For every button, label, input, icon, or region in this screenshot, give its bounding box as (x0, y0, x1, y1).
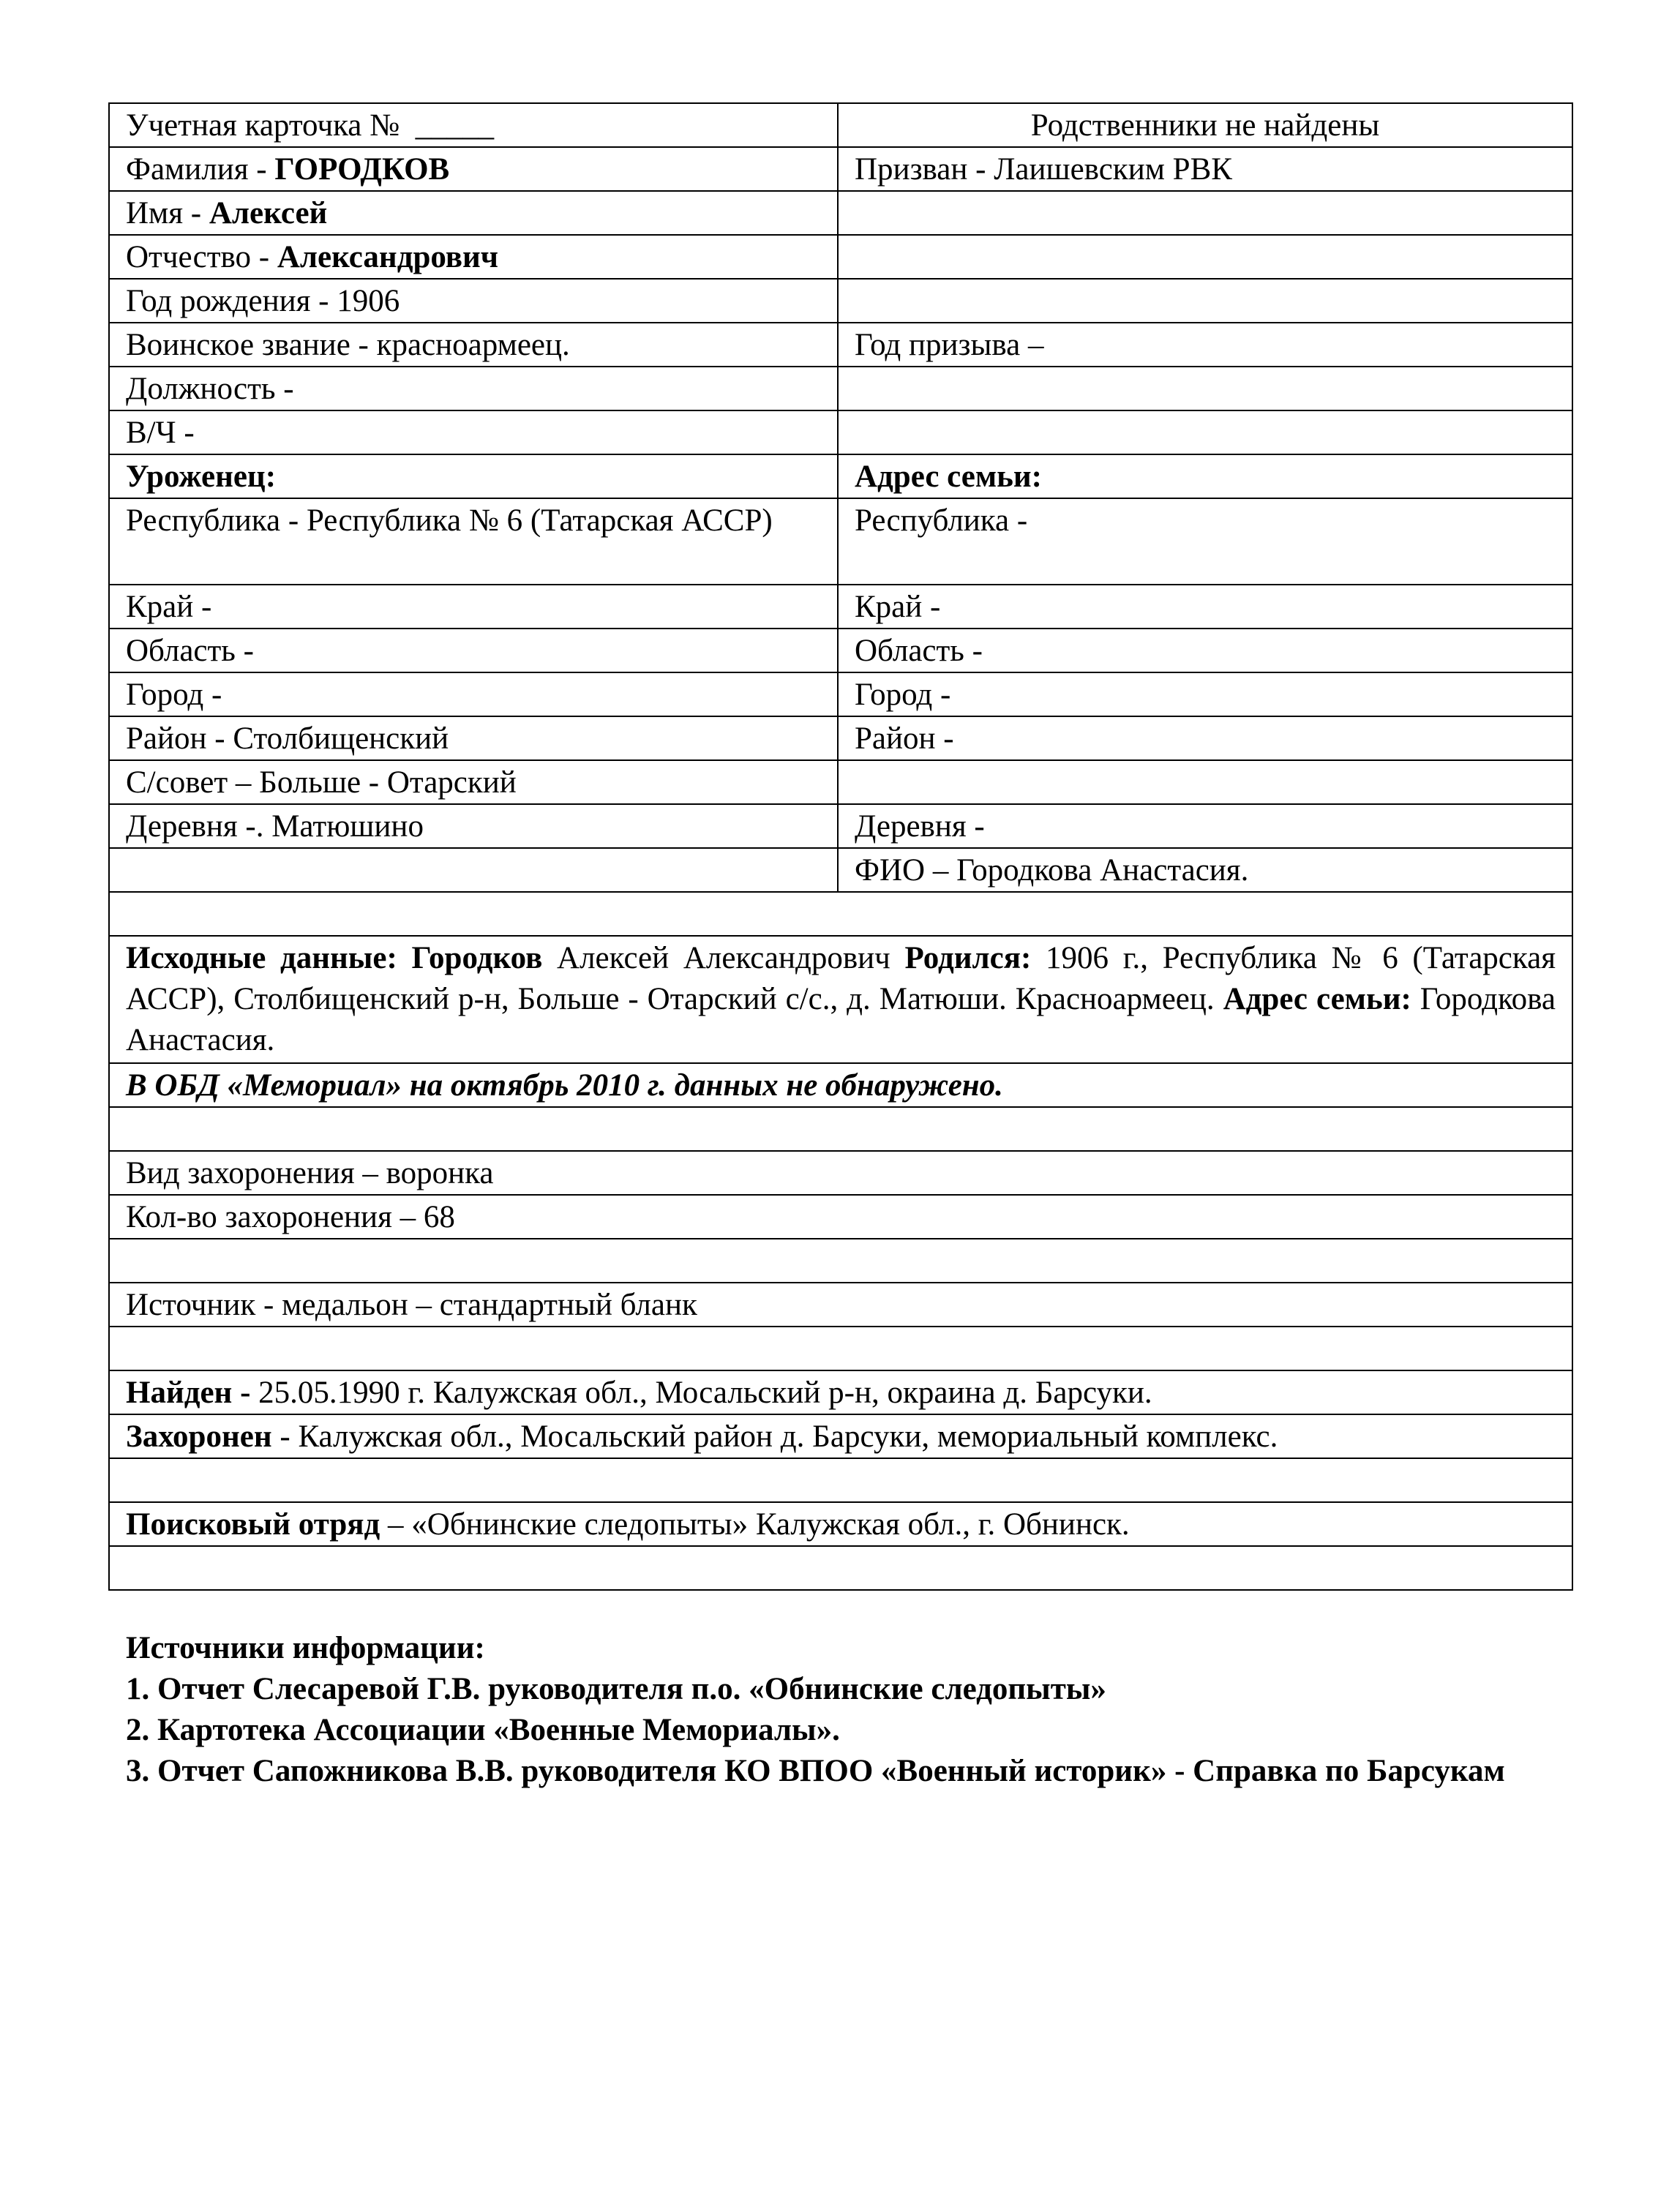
table-row (109, 147, 1572, 191)
empty-cell (838, 367, 1572, 410)
found-cell (109, 1370, 1572, 1414)
table-row (109, 454, 1572, 498)
surname-cell (109, 147, 838, 191)
buried-label: Захоронен (126, 1419, 272, 1454)
empty-cell (838, 760, 1572, 804)
family-city: Город - (838, 672, 1572, 716)
conscripted-by: Призван - Лаишевским РВК (838, 147, 1572, 191)
search-team-label: Поисковый отряд (126, 1507, 380, 1542)
family-heading: Адрес семьи: (838, 454, 1572, 498)
table-row (109, 1239, 1572, 1283)
burial-type: Вид захоронения – воронка (109, 1151, 1572, 1195)
family-oblast: Область - (838, 629, 1572, 672)
table-row (109, 410, 1572, 454)
table-row (109, 848, 1572, 892)
table-row (109, 103, 1572, 147)
birth-year: Год рождения - 1906 (109, 279, 838, 323)
table-row (109, 1327, 1572, 1370)
military-rank: Воинское звание - красноармеец. (109, 323, 838, 367)
buried-value: - Калужская обл., Мосальский район д. Барсуки, мемориальный комплекс. (271, 1419, 1278, 1454)
born-label: Родился: (904, 941, 1032, 975)
table-row (109, 804, 1572, 848)
empty-cell (109, 892, 1572, 936)
table-row (109, 672, 1572, 716)
position: Должность - (109, 367, 838, 410)
card-number-blank: _____ (415, 108, 495, 143)
table-row (109, 760, 1572, 804)
table-row (109, 1063, 1572, 1107)
native-district: Район - Столбищенский (109, 716, 838, 760)
empty-cell (109, 1546, 1572, 1590)
native-oblast: Область - (109, 629, 838, 672)
source-data-label: Исходные данные: Городков (126, 941, 543, 975)
record-card-table (108, 102, 1573, 1591)
surname-label: Фамилия - (126, 152, 275, 187)
name-value: Алексей (209, 196, 328, 230)
table-row (109, 585, 1572, 629)
source-data-text: Городкова Анастасия. (126, 982, 1556, 1057)
source-data-text: Алексей Александрович (542, 941, 905, 975)
name-cell (109, 191, 838, 235)
empty-cell (109, 1107, 1572, 1151)
table-row (109, 498, 1572, 585)
native-selsovet: С/совет – Больше - Отарский (109, 760, 838, 804)
source-item: 2. Картотека Ассоциации «Военные Мемориалы». (126, 1713, 840, 1747)
found-label: Найден - (126, 1376, 251, 1410)
empty-cell (109, 1239, 1572, 1283)
empty-cell (838, 279, 1572, 323)
buried-cell (109, 1414, 1572, 1458)
empty-cell (109, 1327, 1572, 1370)
table-row (109, 323, 1572, 367)
military-unit: В/Ч - (109, 410, 838, 454)
patronymic-cell (109, 235, 838, 279)
memorial-note: В ОБД «Мемориал» на октябрь 2010 г. данных не обнаружено. (109, 1063, 1572, 1107)
found-value: 25.05.1990 г. Калужская обл., Мосальский р-н, окраина д. Барсуки. (250, 1376, 1152, 1410)
family-district: Район - (838, 716, 1572, 760)
table-row (109, 1107, 1572, 1151)
table-row (109, 1546, 1572, 1590)
source-data-text: 1906 г., Республика № 6 (Татарская АССР), Столбищенский р-н, Больше - Отарский с/с., д. Матюши. Красноармеец. (126, 941, 1556, 1016)
empty-cell (838, 410, 1572, 454)
source-item: 1. Отчет Слесаревой Г.В. руководителя п.о. «Обнинские следопыты» (126, 1672, 1106, 1706)
table-row (109, 1370, 1572, 1414)
card-number-cell (109, 103, 838, 147)
table-row (109, 191, 1572, 235)
table-row (109, 279, 1572, 323)
empty-cell (109, 848, 838, 892)
family-address-label: Адрес семьи: (1223, 982, 1411, 1016)
native-krai: Край - (109, 585, 838, 629)
burial-source: Источник - медальон – стандартный бланк (109, 1283, 1572, 1327)
table-row (109, 1458, 1572, 1502)
table-row (109, 1502, 1572, 1546)
surname-value: ГОРОДКОВ (274, 152, 450, 187)
table-row (109, 1151, 1572, 1195)
family-village: Деревня - (838, 804, 1572, 848)
name-label: Имя - (126, 196, 209, 230)
search-team-cell (109, 1502, 1572, 1546)
family-krai: Край - (838, 585, 1572, 629)
table-row (109, 716, 1572, 760)
family-fio: ФИО – Городкова Анастасия. (838, 848, 1572, 892)
burial-count: Кол-во захоронения – 68 (109, 1195, 1572, 1239)
table-row (109, 1283, 1572, 1327)
patronymic-label: Отчество - (126, 240, 277, 274)
native-city: Город - (109, 672, 838, 716)
card-label: Учетная карточка № (126, 108, 400, 143)
table-row (109, 629, 1572, 672)
table-row (109, 936, 1572, 1063)
source-item: 3. Отчет Сапожникова В.В. руководителя КО ВПОО «Военный историк» - Справка по Барсукам (126, 1754, 1505, 1788)
sources-heading: Источники информации: (126, 1631, 485, 1665)
table-row (109, 367, 1572, 410)
conscription-year: Год призыва – (838, 323, 1572, 367)
relatives-status: Родственники не найдены (838, 103, 1572, 147)
table-row (109, 235, 1572, 279)
table-row (109, 892, 1572, 936)
empty-cell (838, 191, 1572, 235)
table-row (109, 1195, 1572, 1239)
search-team-value: – «Обнинские следопыты» Калужская обл., г. Обнинск. (380, 1507, 1130, 1542)
empty-cell (838, 235, 1572, 279)
native-heading: Уроженец: (109, 454, 838, 498)
native-republic: Республика - Республика № 6 (Татарская АССР) (109, 498, 838, 585)
patronymic-value: Александрович (277, 240, 499, 274)
empty-cell (109, 1458, 1572, 1502)
table-row (109, 1414, 1572, 1458)
sources-section (126, 1628, 1560, 1792)
family-republic: Республика - (838, 498, 1572, 585)
native-village: Деревня -. Матюшино (109, 804, 838, 848)
source-data-cell (109, 936, 1572, 1063)
